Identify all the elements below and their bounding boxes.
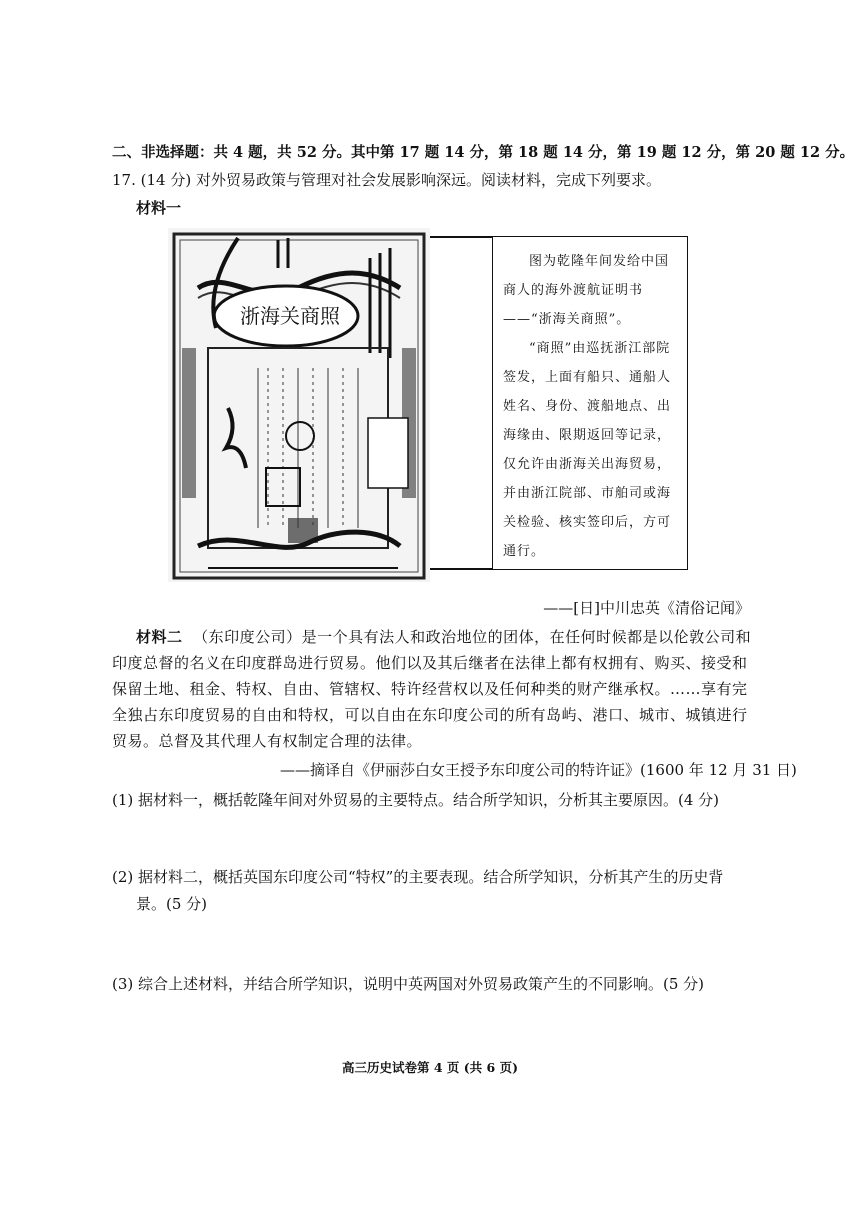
subquestion-2-line2: 景。(5 分) <box>136 895 208 913</box>
material2-source: ——摘译自《伊丽莎白女王授予东印度公司的特许证》(1600 年 12 月 31 日) <box>280 761 797 779</box>
material2-block <box>112 624 754 754</box>
figure-caption-paragraph-2: “商照”由巡抚浙江部院签发，上面有船只、通船人姓名、身份、渡船地点、出海缘由、限期返回等记录，仅允许由浙海关出海贸易，并由浙江院部、市舶司或海关检验、核实签印后，方可通行。 <box>503 341 672 559</box>
page-footer: 高三历史试卷第 4 页 (共 6 页) <box>342 1060 518 1075</box>
section-header: 二、非选择题：共 4 题，共 52 分。其中第 17 题 14 分，第 18 题 14 分，第 19 题 12 分，第 20 题 12 分。 <box>112 144 855 161</box>
subquestion-3: (3) 综合上述材料，并结合所学知识，说明中英两国对外贸易政策产生的不同影响。(5 分) <box>112 975 705 993</box>
material1-label: 材料一 <box>136 199 182 217</box>
figure-title-text: 浙海关商照 <box>240 304 340 328</box>
figure-caption-box <box>492 236 688 570</box>
question-17-stem: 17. (14 分) 对外贸易政策与管理对社会发展影响深远。阅读材料，完成下列要求。 <box>112 171 661 189</box>
material2-text: （东印度公司）是一个具有法人和政治地位的团体，在任何时候都是以伦敦公司和印度总督的名义在印度群岛进行贸易。他们以及其后继者在法律上都有权拥有、购买、接受和保留土地、租金、特权、自由、管辖权、特许经营权以及任何种类的财产继承权。……享有完全独占东印度贸易的自由和特权，可以自由在东印度公司的所有岛屿、港口、城市、城镇进行贸易。总督及其代理人有权制定合理的法律。 <box>112 628 752 750</box>
material2-label: 材料二 <box>136 628 183 646</box>
shang-zhao-document-image <box>168 228 430 582</box>
figure-caption-paragraph-1: 图为乾隆年间发给中国商人的海外渡航证明书——“浙海关商照”。 <box>503 254 670 327</box>
subquestion-1: (1) 据材料一，概括乾隆年间对外贸易的主要特点。结合所学知识，分析其主要原因。(4 分) <box>112 791 720 809</box>
material1-source: ——[日]中川忠英《清俗记闻》 <box>543 599 750 617</box>
subquestion-2-line1: (2) 据材料二，概括英国东印度公司“特权”的主要表现。结合所学知识，分析其产生的历史背 <box>112 868 724 886</box>
